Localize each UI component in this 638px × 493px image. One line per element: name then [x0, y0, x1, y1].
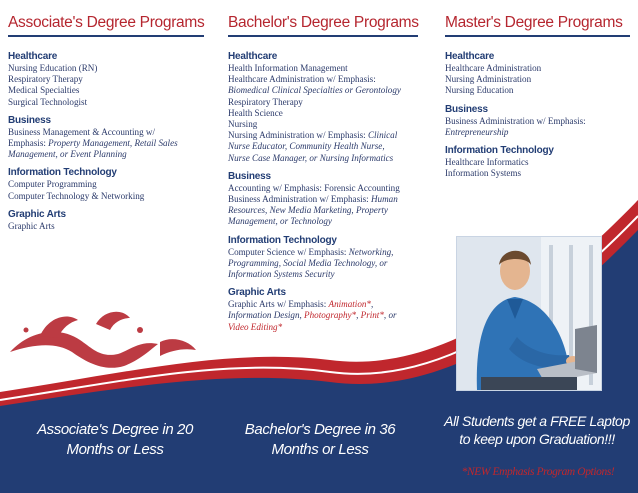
program-section	[8, 209, 204, 232]
program-text: Business Administration w/ Emphasis:	[445, 115, 586, 126]
bachelor-sections	[228, 51, 418, 333]
program-text: Business Management & Accounting w/	[8, 126, 155, 137]
program-line	[445, 157, 630, 168]
program-text: Nursing	[228, 119, 258, 130]
program-text: Computer Programming	[8, 179, 97, 190]
program-line	[8, 179, 204, 190]
program-text: Networking,	[348, 246, 394, 257]
title-rule	[8, 35, 204, 37]
new-program-text: Animation*	[328, 299, 371, 310]
program-line	[228, 310, 418, 321]
section-heading: Information Technology	[445, 145, 554, 157]
program-section	[228, 235, 418, 281]
section-heading: Graphic Arts	[228, 287, 286, 299]
program-text: ,	[370, 299, 374, 310]
master-column	[445, 14, 630, 186]
section-heading: Business	[445, 103, 488, 115]
flourish-ornament	[10, 312, 196, 368]
program-line	[228, 130, 418, 141]
program-line	[8, 191, 204, 202]
program-text: Graphic Arts	[8, 220, 55, 231]
program-line	[228, 205, 418, 216]
associate-sections	[8, 51, 204, 232]
program-section	[228, 171, 418, 228]
program-text: Programming, Social Media Technology, or	[228, 257, 388, 268]
program-text: Healthcare Administration	[445, 63, 542, 73]
program-text: ,	[356, 310, 361, 321]
program-text: Nursing Administration	[445, 74, 532, 85]
master-sections	[445, 51, 630, 179]
program-line	[445, 63, 630, 74]
program-text: Human	[370, 194, 398, 205]
program-line	[8, 138, 204, 149]
program-text: Resources, New Media Marketing, Property	[228, 205, 388, 216]
program-text: Clinical	[367, 130, 398, 141]
program-section	[445, 145, 630, 179]
section-heading: Information Technology	[8, 167, 117, 179]
program-text: Information Design,	[228, 310, 305, 321]
program-line	[228, 258, 418, 269]
program-text: Health Information Management	[228, 63, 348, 73]
master-title: Master's Degree Programs	[445, 14, 623, 31]
program-section	[8, 51, 204, 108]
program-line	[8, 127, 204, 138]
program-text: Management, or Event Planning	[8, 149, 127, 160]
program-text: Biomedical Clinical Specialties or Gerontology	[228, 85, 401, 96]
program-text: Respiratory Therapy	[228, 96, 303, 107]
program-text: Accounting w/ Emphasis: Forensic Accounting	[228, 182, 400, 193]
program-line	[228, 108, 418, 119]
program-text: Nurse Educator, Community Health Nurse,	[228, 141, 385, 152]
program-text: Property Management, Retail Sales	[48, 138, 178, 149]
program-line	[8, 149, 204, 160]
program-line	[228, 85, 418, 96]
program-line	[8, 85, 204, 96]
bachelor-column	[228, 14, 418, 340]
laptop-promo: All Students get a FREE Laptop to keep upon Graduation!!!	[444, 413, 630, 447]
new-emphasis-note: *NEW Emphasis Program Options!	[461, 466, 615, 478]
program-line	[8, 63, 204, 74]
program-line	[8, 97, 204, 108]
program-text: Information Systems Security	[228, 269, 335, 280]
section-heading: Healthcare	[445, 51, 495, 62]
program-text: Health Science	[228, 107, 283, 118]
title-rule	[445, 35, 630, 37]
program-line	[228, 74, 418, 85]
section-heading: Business	[8, 114, 51, 126]
program-section	[445, 51, 630, 97]
new-program-text: Video Editing*	[228, 321, 283, 332]
program-line	[228, 322, 418, 333]
program-text: Management, or Technology	[228, 216, 332, 227]
program-line	[8, 221, 204, 232]
program-line	[228, 153, 418, 164]
student-laptop-photo	[456, 236, 602, 391]
program-text: Emphasis:	[8, 138, 49, 149]
program-text: Nursing Administration w/ Emphasis:	[228, 130, 368, 141]
program-line	[445, 127, 630, 138]
program-section	[8, 167, 204, 201]
section-heading: Information Technology	[228, 234, 337, 246]
program-text: Information Systems	[445, 168, 522, 179]
associate-promo: Associate's Degree in 20 Months or Less	[37, 421, 193, 458]
section-heading: Healthcare	[228, 51, 278, 62]
program-text: Graphic Arts w/ Emphasis:	[228, 299, 329, 310]
program-line	[228, 63, 418, 74]
program-line	[228, 247, 418, 258]
program-text: Nursing Education (RN)	[8, 63, 98, 73]
section-heading: Business	[228, 170, 271, 182]
program-section	[228, 51, 418, 164]
bachelor-title: Bachelor's Degree Programs	[228, 14, 419, 31]
program-text: Healthcare Informatics	[445, 157, 529, 168]
program-text: Business Administration w/ Emphasis:	[228, 194, 371, 205]
program-line	[228, 183, 418, 194]
program-line	[228, 216, 418, 227]
program-text: Medical Specialties	[8, 85, 80, 96]
associate-title: Associate's Degree Programs	[8, 14, 205, 31]
program-text: Entrepreneurship	[445, 126, 509, 137]
associate-column	[8, 14, 204, 239]
program-text: Surgical Technologist	[8, 96, 88, 107]
program-text: Computer Science w/ Emphasis:	[228, 246, 349, 257]
program-line	[228, 194, 418, 205]
section-heading: Graphic Arts	[8, 208, 66, 220]
new-program-text: Print*	[360, 310, 384, 321]
title-rule	[228, 35, 418, 37]
program-line	[445, 74, 630, 85]
program-text: , or	[383, 310, 397, 321]
program-section	[8, 115, 204, 161]
program-text: Healthcare Administration w/ Emphasis:	[228, 74, 376, 85]
program-line	[228, 299, 418, 310]
program-text: Nursing Education	[445, 85, 514, 96]
program-line	[228, 119, 418, 130]
program-text: Respiratory Therapy	[8, 74, 83, 85]
program-line	[8, 74, 204, 85]
program-text: Nurse Case Manager, or Nursing Informatics	[228, 152, 394, 163]
section-heading: Healthcare	[8, 51, 58, 62]
new-program-text: Photography*	[304, 310, 357, 321]
program-text: Computer Technology & Networking	[8, 190, 145, 201]
program-section	[228, 287, 418, 333]
program-line	[445, 116, 630, 127]
program-line	[228, 141, 418, 152]
program-line	[228, 97, 418, 108]
program-line	[445, 168, 630, 179]
program-line	[228, 269, 418, 280]
bachelor-promo: Bachelor's Degree in 36 Months or Less	[244, 421, 396, 458]
program-section	[445, 104, 630, 138]
program-line	[445, 85, 630, 96]
